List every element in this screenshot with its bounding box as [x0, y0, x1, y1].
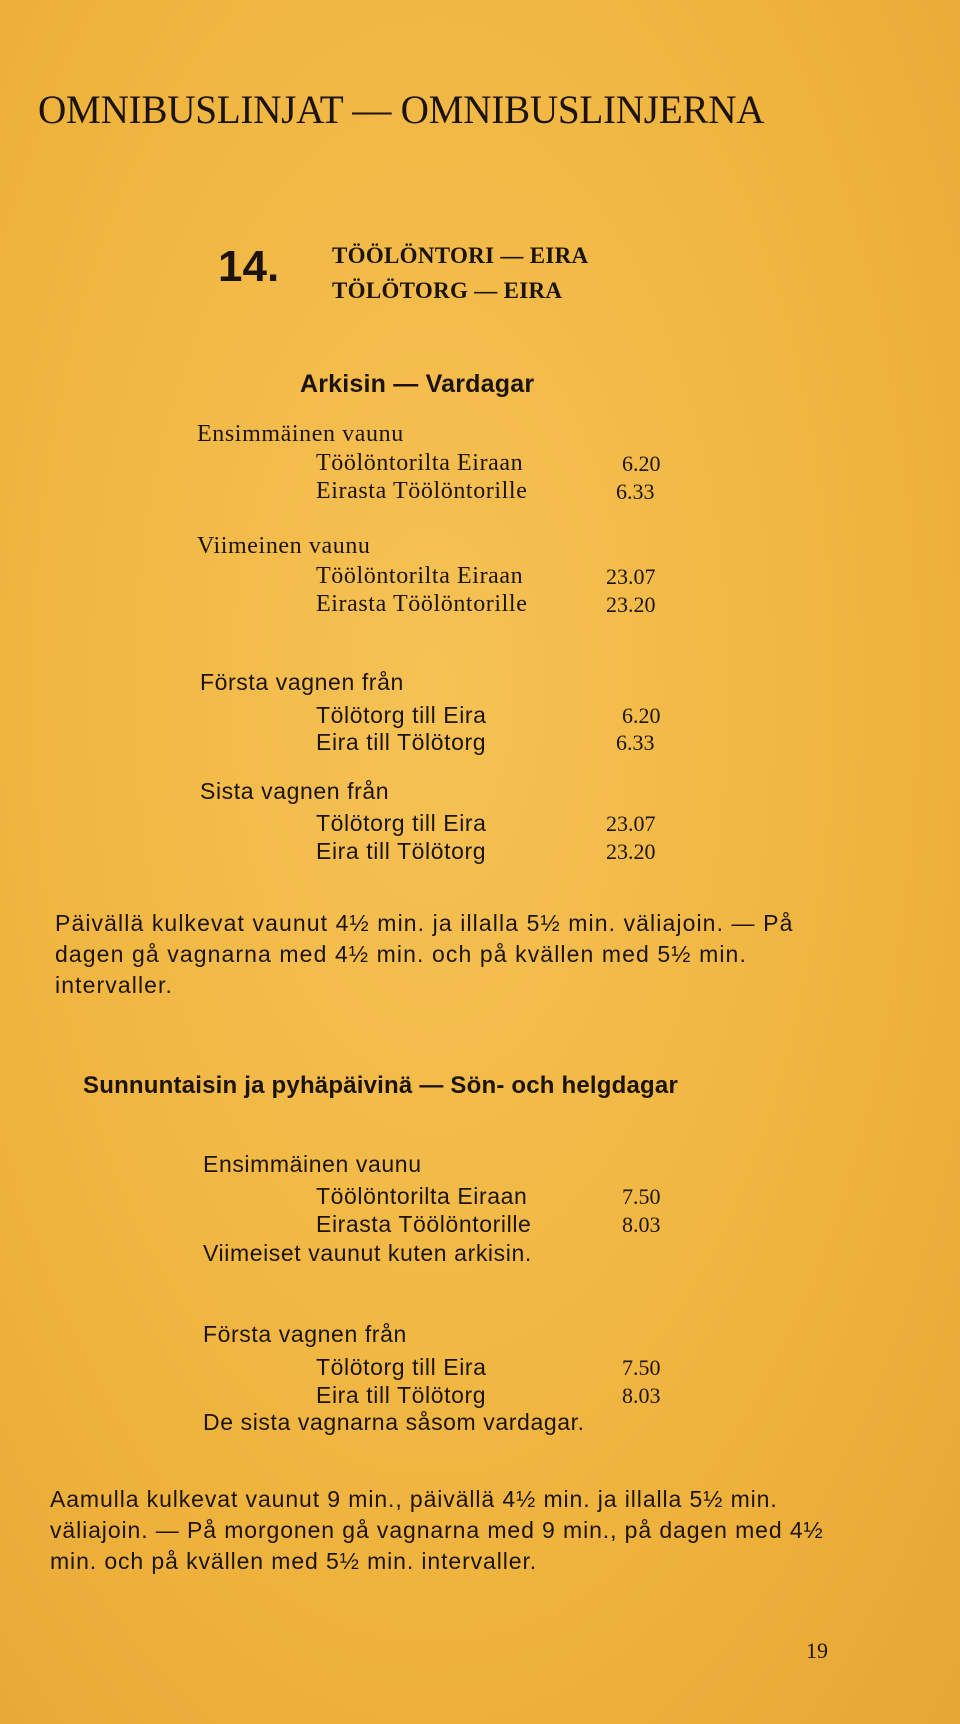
last-cars-note-fi: Viimeiset vaunut kuten arkisin.: [203, 1240, 532, 1266]
sundays-heading: Sunnuntaisin ja pyhäpäivinä — Sön- och helgdagar: [83, 1072, 679, 1099]
departure-time: 6.20: [622, 703, 661, 728]
page-title: OMNIBUSLINJAT — OMNIBUSLINJERNA: [38, 87, 765, 132]
departure-time: 7.50: [622, 1184, 661, 1209]
timetable-route: Eira till Tölötorg: [316, 729, 487, 755]
first-car-label-sv: Första vagnen från: [200, 669, 404, 695]
last-car-label-sv: Sista vagnen från: [200, 778, 390, 804]
timetable-route: Töölöntorilta Eiraan: [316, 1183, 528, 1209]
departure-time: 6.33: [616, 479, 655, 504]
timetable-route: Tölötorg till Eira: [316, 702, 487, 728]
departure-time: 7.50: [622, 1355, 661, 1380]
sunday-interval-note: Aamulla kulkevat vaunut 9 min., päivällä 4½ min. ja illalla 5½ min. väliajoin. — På morgonen gå vagnarna med 9 min., på dagen med 4½ min. och på kvällen med 5½ min. intervaller.: [50, 1486, 824, 1574]
last-car-label-fi: Viimeinen vaunu: [197, 533, 371, 559]
weekday-interval-note: Päivällä kulkevat vaunut 4½ min. ja illalla 5½ min. väliajoin. — På dagen gå vagnarna med 4½ min. och på kvällen med 5½ min. intervaller.: [55, 910, 794, 998]
timetable-route: Eirasta Töölöntorille: [316, 1211, 532, 1237]
first-car-label-sv: Första vagnen från: [203, 1321, 407, 1347]
timetable-route: Tölötorg till Eira: [316, 1354, 487, 1380]
route-title-fi: TÖÖLÖNTORI — EIRA: [332, 243, 589, 268]
last-cars-note-sv: De sista vagnarna såsom vardagar.: [203, 1409, 585, 1435]
timetable-route: Töölöntorilta Eiraan: [316, 563, 524, 589]
timetable-route: Eira till Tölötorg: [316, 1382, 487, 1408]
timetable-route: Tölötorg till Eira: [316, 810, 487, 836]
page-number: 19: [806, 1638, 828, 1663]
departure-time: 8.03: [622, 1212, 661, 1237]
departure-time: 8.03: [622, 1383, 661, 1408]
departure-time: 6.33: [616, 730, 655, 755]
departure-time: 23.07: [606, 811, 656, 836]
first-car-label-fi: Ensimmäinen vaunu: [197, 421, 404, 447]
departure-time: 6.20: [622, 451, 661, 476]
weekdays-heading: Arkisin — Vardagar: [300, 370, 535, 398]
departure-time: 23.07: [606, 564, 656, 589]
route-title-sv: TÖLÖTORG — EIRA: [332, 278, 563, 303]
timetable-route: Eirasta Töölöntorille: [316, 478, 528, 504]
departure-time: 23.20: [606, 839, 656, 864]
departure-time: 23.20: [606, 592, 656, 617]
first-car-label-fi: Ensimmäinen vaunu: [203, 1151, 422, 1177]
timetable-route: Eirasta Töölöntorille: [316, 591, 528, 617]
timetable-route: Töölöntorilta Eiraan: [316, 450, 524, 476]
timetable-route: Eira till Tölötorg: [316, 838, 487, 864]
line-number: 14.: [218, 242, 280, 291]
